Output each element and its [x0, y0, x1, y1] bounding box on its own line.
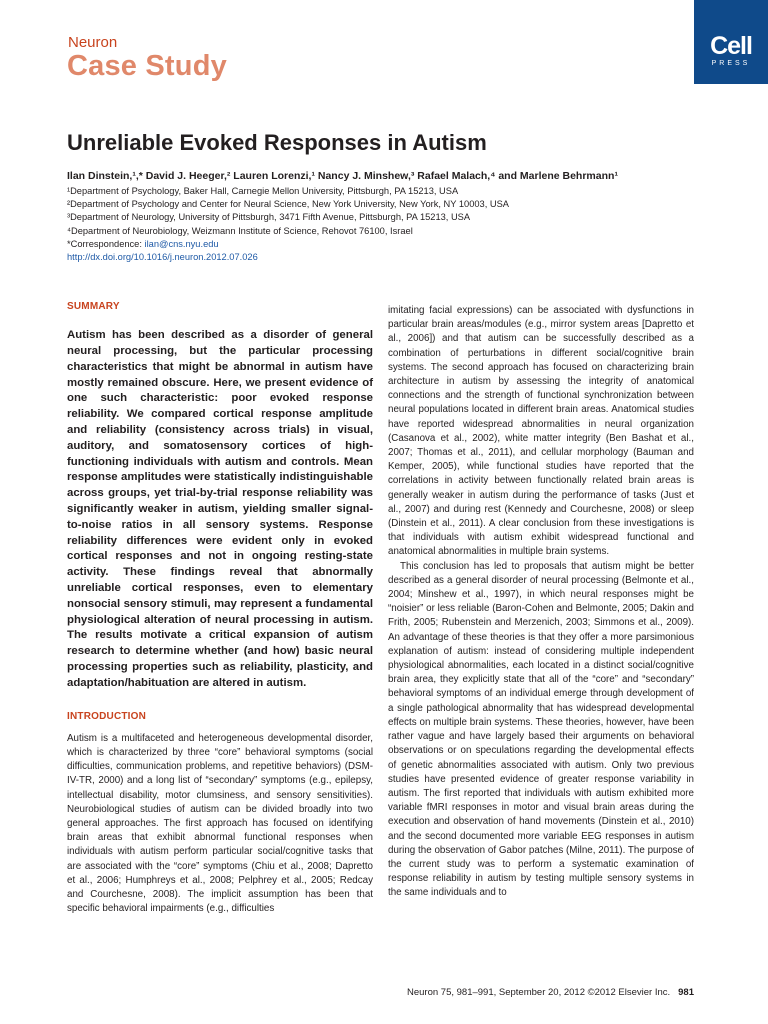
affiliation-3: ³Department of Neurology, University of Pittsburgh, 3471 Fifth Avenue, Pittsburgh, PA 15213, USA — [67, 212, 471, 223]
logo-subtext: PRESS — [711, 60, 751, 67]
correspondence-label: *Correspondence: — [67, 238, 145, 249]
doi-link[interactable]: http://dx.doi.org/10.1016/j.neuron.2012.07.026 — [67, 252, 258, 263]
page-footer — [380, 987, 694, 998]
page-number: 981 — [678, 987, 694, 998]
introduction-paragraph-2: imitating facial expressions) can be associated with dysfunctions in particular brain areas/modules (e.g., mirror system areas [Dapretto et al., 2006]) and that autism can be successfully described as a combination of perturbations in different social/cognitive brain systems. The second approach has focused on characterizing brain architecture in autism by assessing the integrity of anatomical connections and the strength of functional synchronization between neural populations located in different brain areas. Anatomical studies have reported widespread abnormalities in neural organization (Casanova et al., 2002), white matter integrity (Ben Bashat et al., 2007; Thomas et al., 2011), and cellular morphology (Bauman and Kemper, 2005), while functional studies have reported that the correlations in activity between functionally related brain areas is generally weaker in autism during the performance of tasks (Just et al., 2007) and during rest (Kennedy and Courchesne, 2008) or sleep (Dinstein et al., 2011). A clear conclusion from these investigations is that individuals with autism exhibit widespread functional and anatomical abnormalities in multiple brain systems. — [388, 305, 694, 558]
author-list: Ilan Dinstein,¹,* David J. Heeger,² Lauren Lorenzi,¹ Nancy J. Minshew,³ Rafael Malach,⁴ and Marlene Behrmann¹ — [67, 170, 618, 182]
introduction-paragraph-1: Autism is a multifaceted and heterogeneous developmental disorder, which is characterized by three “core” behavioral symptoms (social difficulties, communication problems, and repetitive behaviors) (DSM-IV-TR, 2000) and a long list of “secondary” symptoms (e.g., epilepsy, intellectual disability, motor clumsiness, and sensory sensitivities). Neurobiological studies of autism can be divided broadly into two general approaches. The first approach has focused on identifying brain areas that exhibit abnormal functional responses when individuals with autism perform particular social/cognitive tasks that are associated with the “core” symptoms (Chiu et al., 2008; Dapretto et al., 2006; Humphreys et al., 2008; Pelphrey et al., 2005; Redcay and Courchesne, 2008). The implicit assumption has been that specific behavioral impairments (e.g., difficulties — [67, 732, 373, 915]
introduction-paragraph-3: This conclusion has led to proposals that autism might be better described as a general disorder of neural processing (Belmonte et al., 2004; Minshew et al., 1997), in which neural responses might be “noisier” or less reliable (Baron-Cohen and Belmonte, 2005; Dakin and Frith, 2005; Rubenstein and Merzenich, 2003; Simmons et al., 2009). An advantage of these theories is that they offer a more parsimonious explanation of autism: instead of considering multiple independent physiological abnormalities, each located in a distinct social/cognitive brain area, they explicitly state that all of the “core” and “secondary” behavioral symptoms of an individual emerge through development of a single pathological abnormality that has widespread developmental effects on multiple brain systems. These theories, however, have been rather vague and have largely based their arguments on behavioral observations or on speculations regarding the developmental effects of genetic abnormalities associated with autism. Only two previous studies have presented evidence of greater response variability in autism. The first reported that individuals with autism exhibited more variable fMRI responses in motor and visual brain areas during the execution and observation of hand movements (Dinstein et al., 2010) and the second documented more variable EEG responses in autism during the observation of Gabor patches (Milne, 2011). The purpose of the current study was to perform a systematic examination of response reliability in autism by testing multiple sensory systems in the same individuals and to — [388, 560, 694, 899]
introduction-heading: INTRODUCTION — [67, 710, 147, 722]
article-title: Unreliable Evoked Responses in Autism — [67, 130, 487, 155]
logo-text: Cell — [710, 32, 752, 60]
affiliations — [67, 185, 509, 264]
footer-citation: Neuron 75, 981–991, September 20, 2012 ©2012 Elsevier Inc. — [406, 987, 671, 998]
affiliation-4: ⁴Department of Neurobiology, Weizmann Institute of Science, Rehovot 76100, Israel — [67, 225, 413, 236]
journal-name: Neuron — [68, 34, 118, 51]
affiliation-2: ²Department of Psychology and Center for Neural Science, New York University, New York, NY 10003, USA — [67, 199, 509, 210]
cell-press-logo — [694, 0, 768, 84]
section-label: Case Study — [67, 50, 227, 82]
correspondence — [67, 238, 509, 251]
summary-heading: SUMMARY — [67, 301, 120, 312]
affiliation-1: ¹Department of Psychology, Baker Hall, Carnegie Mellon University, Pittsburgh, PA 15213, USA — [67, 186, 459, 196]
summary-text: Autism has been described as a disorder of general neural processing, but the particular processing characteristics that might be abnormal in autism have mostly remained obscure. Here, we present evidence of one such characteristic: poor evoked response reliability. We compared cortical response amplitude and reliability (consistency across trials) in visual, auditory, and somatosensory cortices of high-functioning individuals with autism and controls. Mean response amplitudes were statistically indistinguishable across groups, yet trial-by-trial response reliability was significantly weaker in autism, yielding smaller signal-to-noise ratios in all sensory systems. Response reliability differences were evident only in evoked cortical responses and not in ongoing resting-state activity. These findings reveal that abnormally unreliable cortical responses, even to elementary nonsocial sensory stimuli, may represent a fundamental physiological alteration of neural processing in autism. The results motivate a critical expansion of autism research to determine whether (and how) basic neural processing properties such as reliability, plasticity, and adaptation/habituation are altered in autism. — [67, 329, 373, 689]
correspondence-email-link[interactable]: ilan@cns.nyu.edu — [144, 238, 219, 249]
right-column — [388, 304, 694, 901]
left-column — [67, 300, 373, 916]
